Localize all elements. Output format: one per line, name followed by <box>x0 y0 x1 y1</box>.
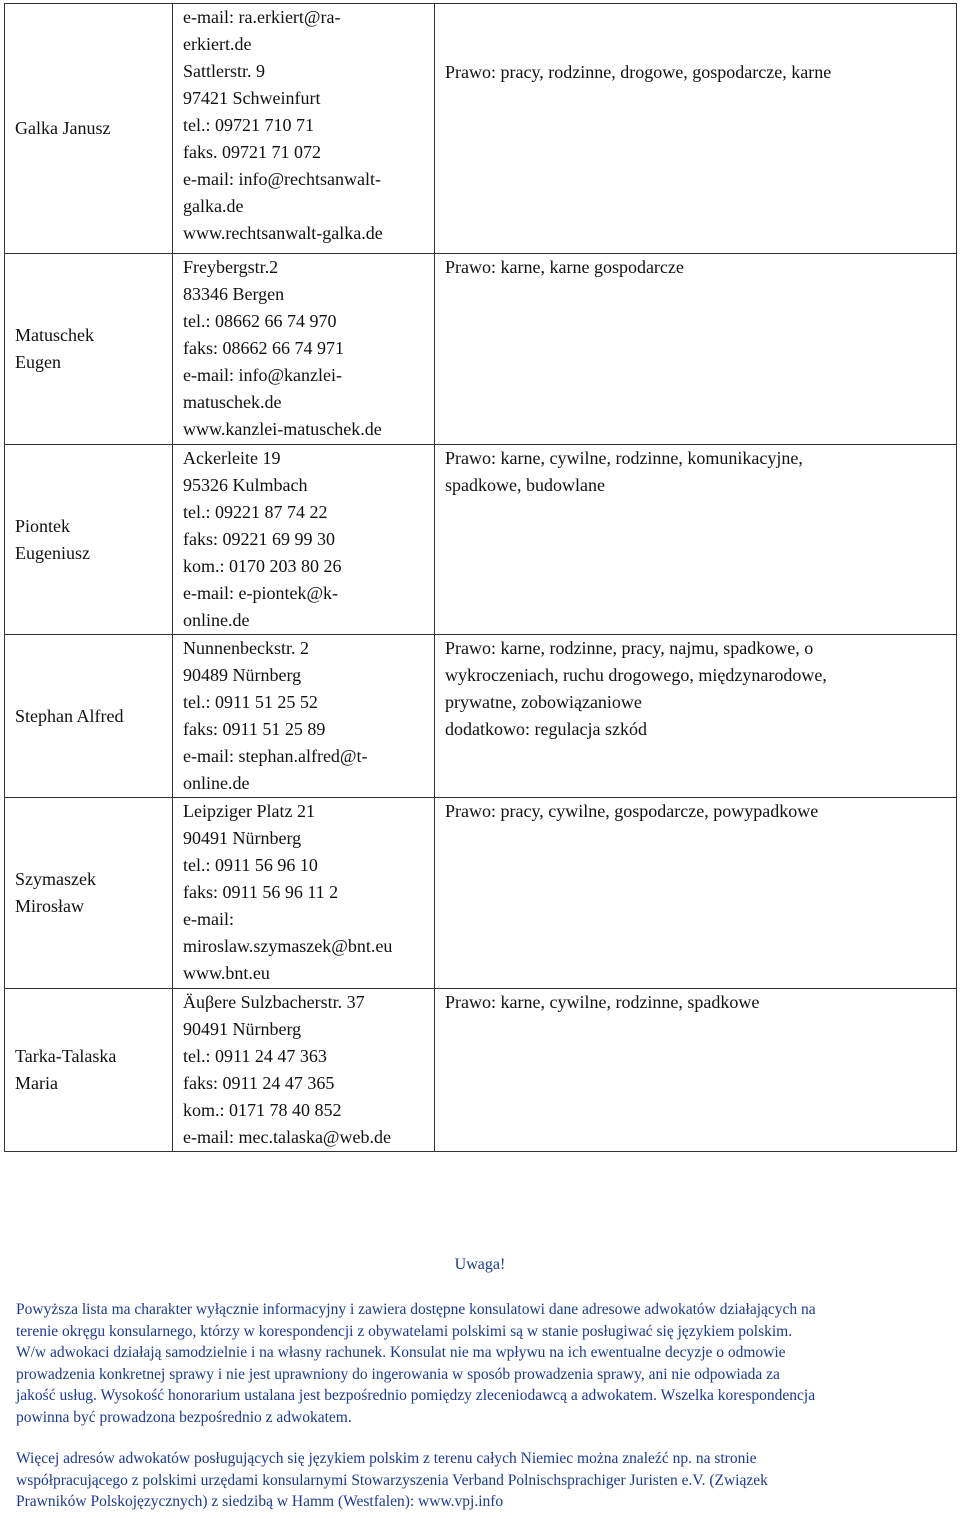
table-row <box>5 4 957 254</box>
address-line: e-mail: e-piontek@k- <box>183 583 339 603</box>
specialization-line: spadkowe, budowlane <box>445 475 605 495</box>
address-line: 90489 Nürnberg <box>183 665 302 685</box>
address-line: faks: 09221 69 99 30 <box>183 529 335 549</box>
notice-heading: Uwaga! <box>454 1256 506 1273</box>
table-row <box>5 254 957 445</box>
address-line: e-mail: info@rechtsanwalt- <box>183 169 381 189</box>
specialization-line: Prawo: karne, karne gospodarcze <box>445 257 684 277</box>
address-line: tel.: 08662 66 74 970 <box>183 311 337 331</box>
lawyer-specialization-cell <box>435 445 957 635</box>
address-line: Äuβere Sulzbacherstr. 37 <box>183 992 365 1012</box>
address-line: e-mail: <box>183 909 234 929</box>
address-line: online.de <box>183 773 250 793</box>
notice-line: współpracującego z polskimi urzędami konsularnymi Stowarzyszenia Verband Polnischsprachiger Juristen e.V. (Związek <box>16 1471 768 1489</box>
address-line: tel.: 0911 51 25 52 <box>183 692 318 712</box>
lawyer-name-cell <box>5 635 173 798</box>
lawyer-name: Eugen <box>15 352 61 372</box>
lawyer-name: Maria <box>15 1073 58 1093</box>
address-line: tel.: 0911 56 96 10 <box>183 855 318 875</box>
address-line: e-mail: mec.talaska@web.de <box>183 1127 391 1147</box>
address-line: 97421 Schweinfurt <box>183 88 321 108</box>
address-line: Ackerleite 19 <box>183 448 281 468</box>
address-line: faks. 09721 71 072 <box>183 142 321 162</box>
notice-line: Powyższa lista ma charakter wyłącznie informacyjny i zawiera dostępne konsulatowi dane adresowe adwokatów działających na <box>16 1301 816 1318</box>
address-line: Sattlerstr. 9 <box>183 61 265 81</box>
address-line: kom.: 0170 203 80 26 <box>183 556 342 576</box>
lawyer-name: Tarka-Talaska <box>15 1046 117 1066</box>
lawyer-name-cell <box>5 4 173 254</box>
lawyer-specialization-cell <box>435 4 957 254</box>
address-line: www.rechtsanwalt-galka.de <box>183 223 383 243</box>
notice-paragraph-disclaimer <box>16 1299 945 1428</box>
lawyer-address-cell <box>173 445 435 635</box>
notice-line: jakość usług. Wysokość honorarium ustalana jest bezpośrednio pomiędzy zleceniodawcą a adwokatem. Wszelka korespondencja <box>16 1387 816 1404</box>
specialization-line: dodatkowo: regulacja szkód <box>445 719 647 739</box>
address-line: 90491 Nürnberg <box>183 1019 302 1039</box>
address-line: Nunnenbeckstr. 2 <box>183 638 309 658</box>
lawyer-name: Matuschek <box>15 325 94 345</box>
lawyer-name: Mirosław <box>15 896 84 916</box>
address-line: faks: 0911 24 47 365 <box>183 1073 335 1093</box>
address-line: kom.: 0171 78 40 852 <box>183 1100 342 1120</box>
lawyer-address-cell <box>173 254 435 445</box>
lawyer-address-cell <box>173 989 435 1152</box>
lawyer-name-cell <box>5 798 173 989</box>
address-line: galka.de <box>183 196 244 216</box>
address-line: e-mail: info@kanzlei- <box>183 365 343 385</box>
lawyer-name: Piontek <box>15 515 71 536</box>
address-line: online.de <box>183 610 250 630</box>
address-line: Leipziger Platz 21 <box>183 801 315 821</box>
notice-line: terenie okręgu konsularnego, którzy w korespondencji z obywatelami polskimi są w stanie posługiwać się językiem polskim. <box>16 1322 793 1340</box>
specialization-line: Prawo: karne, cywilne, rodzinne, komunikacyjne, <box>445 448 803 468</box>
table-row <box>5 445 957 635</box>
address-line: e-mail: ra.erkiert@ra- <box>183 7 341 27</box>
lawyer-name: Galka Janusz <box>15 118 111 138</box>
lawyer-name-cell <box>5 989 173 1152</box>
address-line: matuschek.de <box>183 392 282 412</box>
lawyer-specialization-cell <box>435 798 957 989</box>
specialization-line: Prawo: karne, rodzinne, pracy, najmu, spadkowe, o <box>445 638 814 658</box>
notice-line: prowadzenia konkretnej sprawy i nie jest uprawniony do ingerowania w sposób prowadzenia sprawy, ani nie odpowiada za <box>16 1365 780 1383</box>
lawyers-table <box>4 3 957 1152</box>
lawyer-name: Stephan Alfred <box>15 705 124 726</box>
specialization-line: wykroczeniach, ruchu drogowego, międzynarodowe, <box>445 665 827 685</box>
lawyer-name-cell <box>5 254 173 445</box>
specialization-line: Prawo: karne, cywilne, rodzinne, spadkowe <box>445 992 760 1012</box>
lawyer-name: Eugeniusz <box>15 542 90 563</box>
lawyer-address-cell <box>173 4 435 254</box>
specialization-line: Prawo: pracy, rodzinne, drogowe, gospodarcze, karne <box>445 62 832 82</box>
notice-line: W/w adwokaci działają samodzielnie i na własny rachunek. Konsulat nie ma wpływu na ich ewentualne decyzje o odmowie <box>16 1344 786 1361</box>
lawyer-name: Szymaszek <box>15 869 96 889</box>
address-line: 90491 Nürnberg <box>183 828 302 848</box>
lawyer-specialization-cell <box>435 635 957 798</box>
table-row <box>5 635 957 798</box>
lawyer-name-cell <box>5 445 173 635</box>
lawyer-address-cell <box>173 798 435 989</box>
address-line: 95326 Kulmbach <box>183 475 308 495</box>
address-line: www.kanzlei-matuschek.de <box>183 419 382 439</box>
lawyer-specialization-cell <box>435 989 957 1152</box>
address-line: miroslaw.szymaszek@bnt.eu <box>183 936 393 956</box>
address-line: tel.: 09221 87 74 22 <box>183 502 328 522</box>
table-row <box>5 989 957 1152</box>
address-line: e-mail: stephan.alfred@t- <box>183 746 368 766</box>
address-line: faks: 0911 51 25 89 <box>183 719 326 739</box>
lawyer-address-cell <box>173 635 435 798</box>
address-line: faks: 0911 56 96 11 2 <box>183 882 339 902</box>
specialization-line: Prawo: pracy, cywilne, gospodarcze, powypadkowe <box>445 801 819 821</box>
notice-line: Prawników Polskojęzycznych) z siedzibą w Hamm (Westfalen): www.vpj.info <box>16 1493 504 1510</box>
notice-line: Więcej adresów adwokatów posługujących się językiem polskim z terenu całych Niemiec można znaleźć np. na stronie <box>16 1450 757 1467</box>
table-row <box>5 798 957 989</box>
lawyer-specialization-cell <box>435 254 957 445</box>
address-line: tel.: 09721 710 71 <box>183 115 314 135</box>
address-line: Freybergstr.2 <box>183 257 279 277</box>
address-line: tel.: 0911 24 47 363 <box>183 1046 327 1066</box>
address-line: www.bnt.eu <box>183 963 270 983</box>
address-line: erkiert.de <box>183 34 252 54</box>
notice-line: powinna być prowadzona bezpośrednio z adwokatem. <box>16 1408 352 1426</box>
address-line: faks: 08662 66 74 971 <box>183 338 344 358</box>
address-line: 83346 Bergen <box>183 284 285 304</box>
notice-paragraph-more-addresses <box>16 1448 945 1513</box>
specialization-line: prywatne, zobowiązaniowe <box>445 692 642 712</box>
